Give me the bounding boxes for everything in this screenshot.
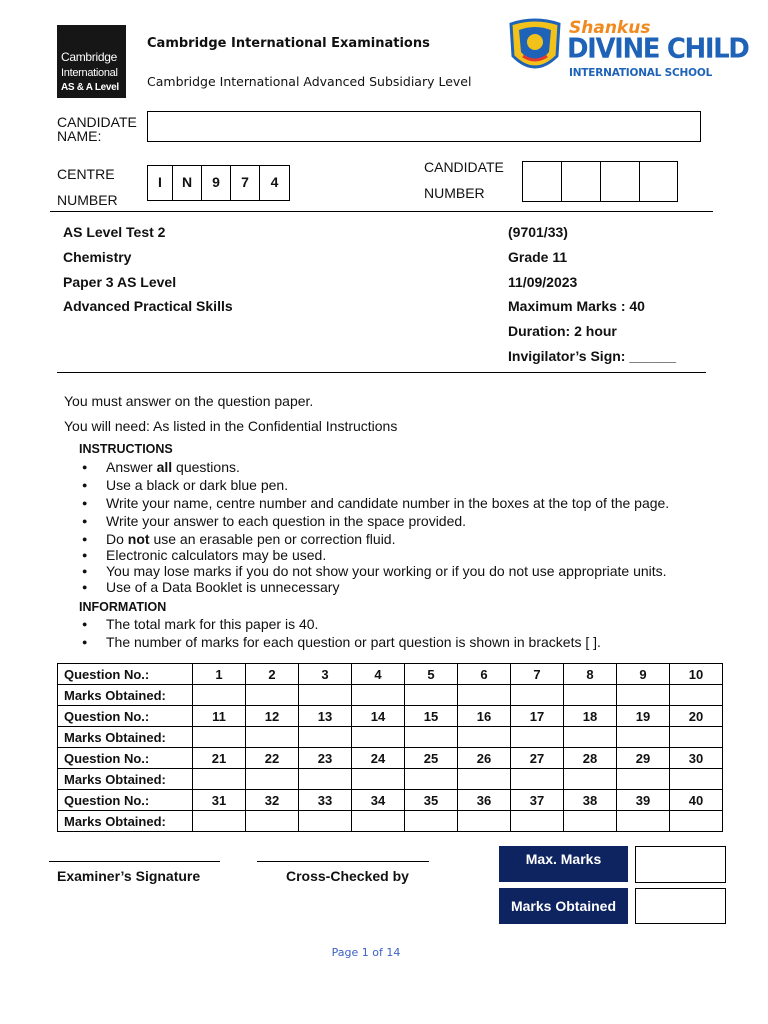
instruction-text: Electronic calculators may be used. — [106, 547, 327, 563]
question-number: 31 — [193, 790, 246, 811]
marks-cell[interactable] — [670, 769, 723, 790]
question-number: 34 — [352, 790, 405, 811]
list-item — [81, 564, 669, 578]
school-logo-line: DIVINE CHILD — [567, 33, 749, 65]
school-logo — [505, 16, 749, 82]
instructions-list — [81, 460, 669, 594]
row-header: Marks Obtained: — [58, 685, 193, 706]
marks-cell[interactable] — [617, 769, 670, 790]
question-number: 2 — [246, 664, 299, 685]
marks-obtained-label: Marks Obtained — [499, 888, 628, 924]
candidate-number-cell[interactable] — [600, 161, 640, 202]
marks-cell[interactable] — [670, 811, 723, 832]
information-text: The number of marks for each question or part question is shown in brackets [ ]. — [106, 634, 601, 650]
candidate-number-cell[interactable] — [522, 161, 562, 202]
logo-line: AS & A Level — [61, 82, 119, 93]
table-row — [58, 664, 723, 685]
table-row — [58, 811, 723, 832]
question-number: 28 — [564, 748, 617, 769]
centre-number-cell: 4 — [259, 165, 290, 201]
shield-icon — [507, 18, 563, 80]
question-number: 33 — [299, 790, 352, 811]
centre-number-cell: N — [172, 165, 202, 201]
candidate-number-cell[interactable] — [561, 161, 601, 202]
marks-cell[interactable] — [193, 727, 246, 748]
marks-cell[interactable] — [405, 811, 458, 832]
marks-cell[interactable] — [564, 727, 617, 748]
candidate-number-label: NUMBER — [424, 185, 485, 201]
logo-line: Cambridge — [61, 50, 117, 64]
marks-cell[interactable] — [299, 769, 352, 790]
question-number: 5 — [405, 664, 458, 685]
question-number: 29 — [617, 748, 670, 769]
test-name: AS Level Test 2 — [63, 224, 166, 240]
marks-cell[interactable] — [246, 685, 299, 706]
question-number: 39 — [617, 790, 670, 811]
question-number: 12 — [246, 706, 299, 727]
list-item — [81, 532, 669, 546]
candidate-number-cell[interactable] — [639, 161, 678, 202]
question-number: 21 — [193, 748, 246, 769]
table-row — [58, 769, 723, 790]
row-header: Marks Obtained: — [58, 811, 193, 832]
logo-line: International — [61, 67, 118, 79]
cambridge-logo — [57, 25, 126, 98]
marks-cell[interactable] — [405, 727, 458, 748]
question-number: 40 — [670, 790, 723, 811]
centre-number-cell: 9 — [201, 165, 231, 201]
question-number: 24 — [352, 748, 405, 769]
marks-cell[interactable] — [617, 811, 670, 832]
marks-cell[interactable] — [670, 727, 723, 748]
information-heading: INFORMATION — [79, 600, 167, 614]
instruction-text: Answer all questions. — [106, 459, 240, 475]
divider — [57, 372, 706, 373]
marks-cell[interactable] — [352, 811, 405, 832]
paper-subtitle: Advanced Practical Skills — [63, 298, 233, 314]
question-number: 16 — [458, 706, 511, 727]
marks-cell[interactable] — [299, 727, 352, 748]
instruction-line: You will need: As listed in the Confidential Instructions — [64, 418, 398, 434]
marks-cell[interactable] — [405, 685, 458, 706]
table-row — [58, 727, 723, 748]
cross-checked-line[interactable] — [257, 861, 429, 862]
question-number: 26 — [458, 748, 511, 769]
question-number: 38 — [564, 790, 617, 811]
question-number: 36 — [458, 790, 511, 811]
list-item — [81, 514, 669, 528]
question-number: 15 — [405, 706, 458, 727]
school-logo-line: Shankus — [569, 18, 651, 38]
list-item — [81, 617, 601, 631]
question-number: 10 — [670, 664, 723, 685]
question-number: 32 — [246, 790, 299, 811]
marks-cell[interactable] — [511, 769, 564, 790]
grade: Grade 11 — [508, 249, 568, 265]
table-row — [58, 790, 723, 811]
subject: Chemistry — [63, 249, 132, 265]
marks-cell[interactable] — [617, 727, 670, 748]
question-number: 8 — [564, 664, 617, 685]
question-number: 22 — [246, 748, 299, 769]
cross-checked-label: Cross-Checked by — [286, 868, 409, 884]
question-number: 27 — [511, 748, 564, 769]
question-number: 30 — [670, 748, 723, 769]
information-list — [81, 617, 601, 649]
centre-number-cell: I — [147, 165, 173, 201]
candidate-name-label: CANDIDATE — [57, 114, 137, 130]
marks-cell[interactable] — [352, 769, 405, 790]
row-header: Marks Obtained: — [58, 769, 193, 790]
marks-cell[interactable] — [458, 727, 511, 748]
school-logo-line: INTERNATIONAL SCHOOL — [569, 67, 713, 79]
question-number: 13 — [299, 706, 352, 727]
question-number: 37 — [511, 790, 564, 811]
marks-cell[interactable] — [193, 685, 246, 706]
marks-cell[interactable] — [299, 685, 352, 706]
marks-cell[interactable] — [564, 769, 617, 790]
marks-obtained-box[interactable] — [635, 888, 726, 924]
marks-cell[interactable] — [193, 811, 246, 832]
exam-board: Cambridge International Examinations — [147, 36, 430, 51]
row-header: Question No.: — [58, 748, 193, 769]
max-marks-box[interactable] — [635, 846, 726, 883]
question-number: 3 — [299, 664, 352, 685]
question-number: 18 — [564, 706, 617, 727]
exam-level: Cambridge International Advanced Subsidiary Level — [147, 74, 472, 89]
question-number: 19 — [617, 706, 670, 727]
question-number: 25 — [405, 748, 458, 769]
marks-cell[interactable] — [564, 685, 617, 706]
divider — [50, 211, 713, 212]
marks-cell[interactable] — [352, 685, 405, 706]
marks-cell[interactable] — [511, 685, 564, 706]
paper-code: (9701/33) — [508, 224, 568, 240]
question-number: 4 — [352, 664, 405, 685]
table-row — [58, 748, 723, 769]
marks-cell[interactable] — [246, 727, 299, 748]
marks-cell[interactable] — [458, 769, 511, 790]
marks-cell[interactable] — [246, 811, 299, 832]
duration: Duration: 2 hour — [508, 323, 617, 339]
question-number: 17 — [511, 706, 564, 727]
row-header: Question No.: — [58, 790, 193, 811]
marks-cell[interactable] — [352, 727, 405, 748]
list-item — [81, 580, 669, 594]
paper-title: Paper 3 AS Level — [63, 274, 177, 290]
marks-cell[interactable] — [193, 769, 246, 790]
marks-cell[interactable] — [511, 811, 564, 832]
question-number: 23 — [299, 748, 352, 769]
marks-cell[interactable] — [564, 811, 617, 832]
instruction-text: Write your answer to each question in the space provided. — [106, 513, 467, 529]
row-header: Marks Obtained: — [58, 727, 193, 748]
examiner-signature-label: Examiner’s Signature — [57, 868, 201, 884]
question-number: 20 — [670, 706, 723, 727]
marks-cell[interactable] — [511, 727, 564, 748]
question-number: 1 — [193, 664, 246, 685]
row-header: Question No.: — [58, 664, 193, 685]
centre-number-cell: 7 — [230, 165, 260, 201]
marks-cell[interactable] — [617, 685, 670, 706]
candidate-name-field[interactable] — [147, 111, 701, 142]
marks-table — [57, 663, 723, 832]
instruction-line: You must answer on the question paper. — [64, 393, 314, 409]
list-item — [81, 548, 669, 562]
candidate-name-label: NAME: — [57, 128, 102, 144]
instruction-text: Write your name, centre number and candidate number in the boxes at the top of the page. — [106, 495, 670, 511]
question-number: 14 — [352, 706, 405, 727]
question-number: 11 — [193, 706, 246, 727]
marks-cell[interactable] — [458, 685, 511, 706]
marks-cell[interactable] — [458, 811, 511, 832]
question-number: 7 — [511, 664, 564, 685]
question-number: 35 — [405, 790, 458, 811]
question-number: 6 — [458, 664, 511, 685]
instruction-text: Do not use an erasable pen or correction fluid. — [106, 531, 396, 547]
instructions-heading: INSTRUCTIONS — [79, 442, 173, 456]
list-item — [81, 496, 669, 510]
question-number: 9 — [617, 664, 670, 685]
list-item — [81, 635, 601, 649]
instruction-text: Use of a Data Booklet is unnecessary — [106, 579, 340, 595]
candidate-number-label: CANDIDATE — [424, 159, 504, 175]
maximum-marks: Maximum Marks : 40 — [508, 298, 645, 314]
exam-date: 11/09/2023 — [508, 274, 578, 290]
marks-cell[interactable] — [299, 811, 352, 832]
centre-number-label: CENTRE — [57, 166, 115, 182]
examiner-signature-line[interactable] — [49, 861, 220, 862]
invigilator-sign: Invigilator’s Sign: ______ — [508, 348, 677, 364]
row-header: Question No.: — [58, 706, 193, 727]
marks-cell[interactable] — [670, 685, 723, 706]
marks-cell[interactable] — [246, 769, 299, 790]
instruction-text: You may lose marks if you do not show your working or if you do not use appropriate units. — [106, 563, 667, 579]
centre-number-label: NUMBER — [57, 192, 118, 208]
list-item — [81, 478, 669, 492]
instruction-text: Use a black or dark blue pen. — [106, 477, 289, 493]
list-item — [81, 460, 669, 474]
marks-cell[interactable] — [405, 769, 458, 790]
table-row — [58, 685, 723, 706]
page-number: Page 1 of 14 — [331, 946, 401, 959]
table-row — [58, 706, 723, 727]
information-text: The total mark for this paper is 40. — [106, 616, 319, 632]
max-marks-label: Max. Marks — [499, 846, 628, 882]
